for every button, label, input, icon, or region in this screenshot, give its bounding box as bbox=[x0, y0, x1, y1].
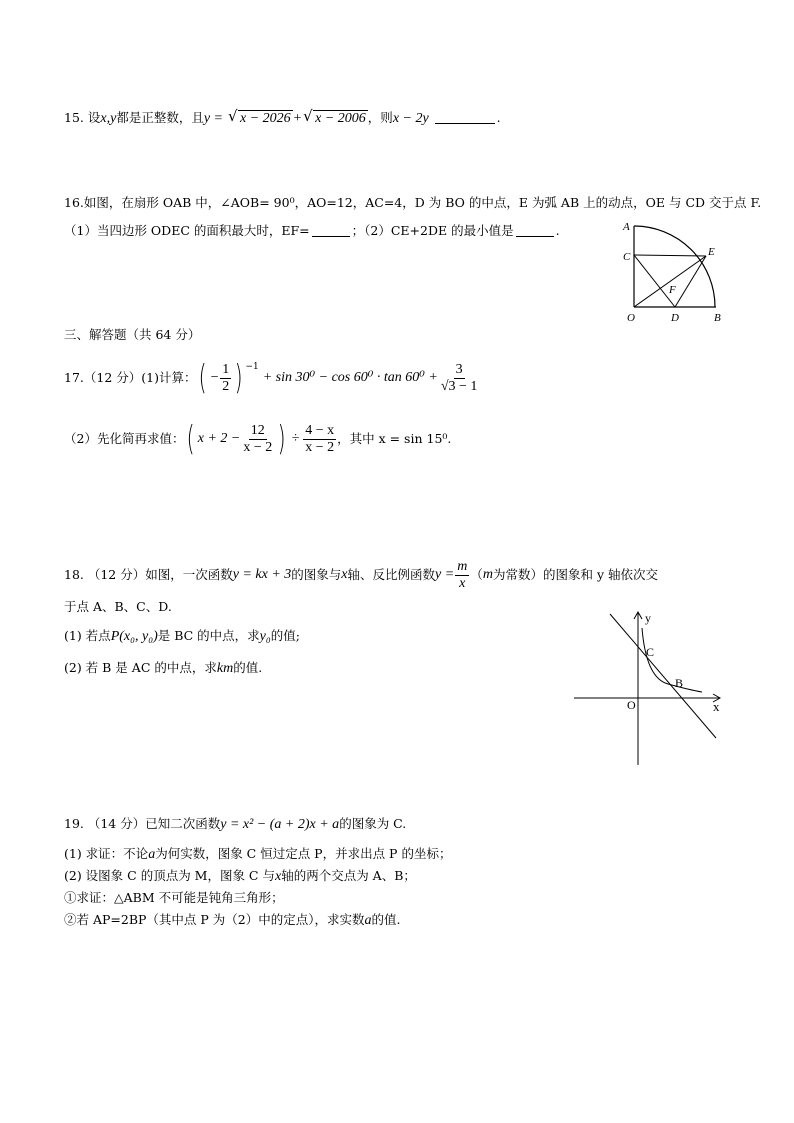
question-16-line-1: 16.如图，在扇形 OAB 中，∠AOB= 90⁰，AO=12，AC=4，D 为 BO 的中点，E 为弧 AB 上的动点，OE 与 CD 交于点 F. bbox=[64, 195, 762, 210]
question-18-line-1: 18. （12 分）如图，一次函数 y = kx + 3 的图象与 x 轴、反比例函数 y = $\frac{m}{x}$ （ m 为常数）的图象和 y 轴依次交 bbox=[64, 558, 658, 591]
fraction: $\frac{1}{2}$ bbox=[222, 361, 230, 394]
answer-blank bbox=[312, 236, 350, 237]
answer-blank bbox=[516, 236, 554, 237]
label-O: O bbox=[627, 312, 635, 324]
sqrt-expression: √ x − 2006 bbox=[304, 109, 368, 128]
sector-figure bbox=[618, 218, 733, 328]
fraction: $\frac{4 - x}{x - 2}$ bbox=[305, 422, 335, 455]
label-O: O bbox=[627, 698, 636, 712]
question-19-line-1: 19. （14 分）已知二次函数y = x² − (a + 2)x + a的图象为 C. bbox=[64, 816, 407, 832]
question-15: 15. 设x,y都是正整数，且y = √ x − 2026 +√ x − 2006 ，则x − 2y . bbox=[64, 109, 501, 128]
question-18-part-2: (2) 若 B 是 AC 的中点，求km的值. bbox=[64, 660, 263, 676]
section-heading: 三、解答题（共 64 分） bbox=[64, 327, 201, 342]
label-C: C bbox=[623, 251, 631, 263]
label-C: C bbox=[646, 645, 655, 659]
question-16-line-2: （1）当四边形 ODEC 的面积最大时，EF= ；（2）CE+2DE 的最小值是 . bbox=[64, 223, 560, 238]
question-17-part-1: 17.（12 分）(1)计算： ( − $\frac{1}{2}$ ) $^{-1}$ + sin 30⁰ − cos 60⁰ · tan 60⁰ + $\frac{3}{√3 - 1}$ bbox=[64, 358, 478, 398]
label-B: B bbox=[675, 676, 684, 690]
answer-blank bbox=[435, 123, 495, 124]
question-19-part-2: (2) 设图象 C 的顶点为 M，图象 C 与x轴的两个交点为 A、B； bbox=[64, 868, 416, 884]
label-B: B bbox=[714, 312, 721, 324]
question-18-part-1: (1) 若点P(x₀, y₀)是 BC 的中点，求y₀的值; bbox=[64, 628, 300, 644]
label-F: F bbox=[669, 284, 676, 296]
function-graph-figure bbox=[570, 608, 730, 768]
label-D: D bbox=[671, 312, 679, 324]
sqrt-expression: √ x − 2026 bbox=[229, 109, 293, 128]
question-19-sub-2: ②若 AP=2BP（其中点 P 为（2）中的定点），求实数a的值. bbox=[64, 912, 401, 928]
question-18-line-2: 于点 A、B、C、D. bbox=[64, 599, 172, 614]
question-17-part-2: （2）先化简再求值： ( x + 2 − $\frac{12}{x - 2}$ ) ÷ $\frac{4 - x}{x - 2}$ ，其中 x = sin 15⁰. bbox=[64, 419, 452, 459]
question-number: 15. bbox=[64, 110, 84, 125]
label-y: y bbox=[645, 611, 651, 625]
label-A: A bbox=[623, 221, 630, 233]
label-E: E bbox=[708, 246, 715, 258]
question-19-sub-1: ①求证：△ABM 不可能是钝角三角形； bbox=[64, 890, 284, 905]
question-19-part-1: (1) 求证：不论a为何实数，图象 C 恒过定点 P，并求出点 P 的坐标； bbox=[64, 846, 452, 862]
fraction: $\frac{3}{√3 - 1}$ bbox=[440, 361, 478, 394]
fraction: $\frac{m}{x}$ bbox=[457, 558, 468, 591]
label-x: x bbox=[713, 699, 720, 714]
fraction: $\frac{12}{x - 2}$ bbox=[243, 422, 273, 455]
